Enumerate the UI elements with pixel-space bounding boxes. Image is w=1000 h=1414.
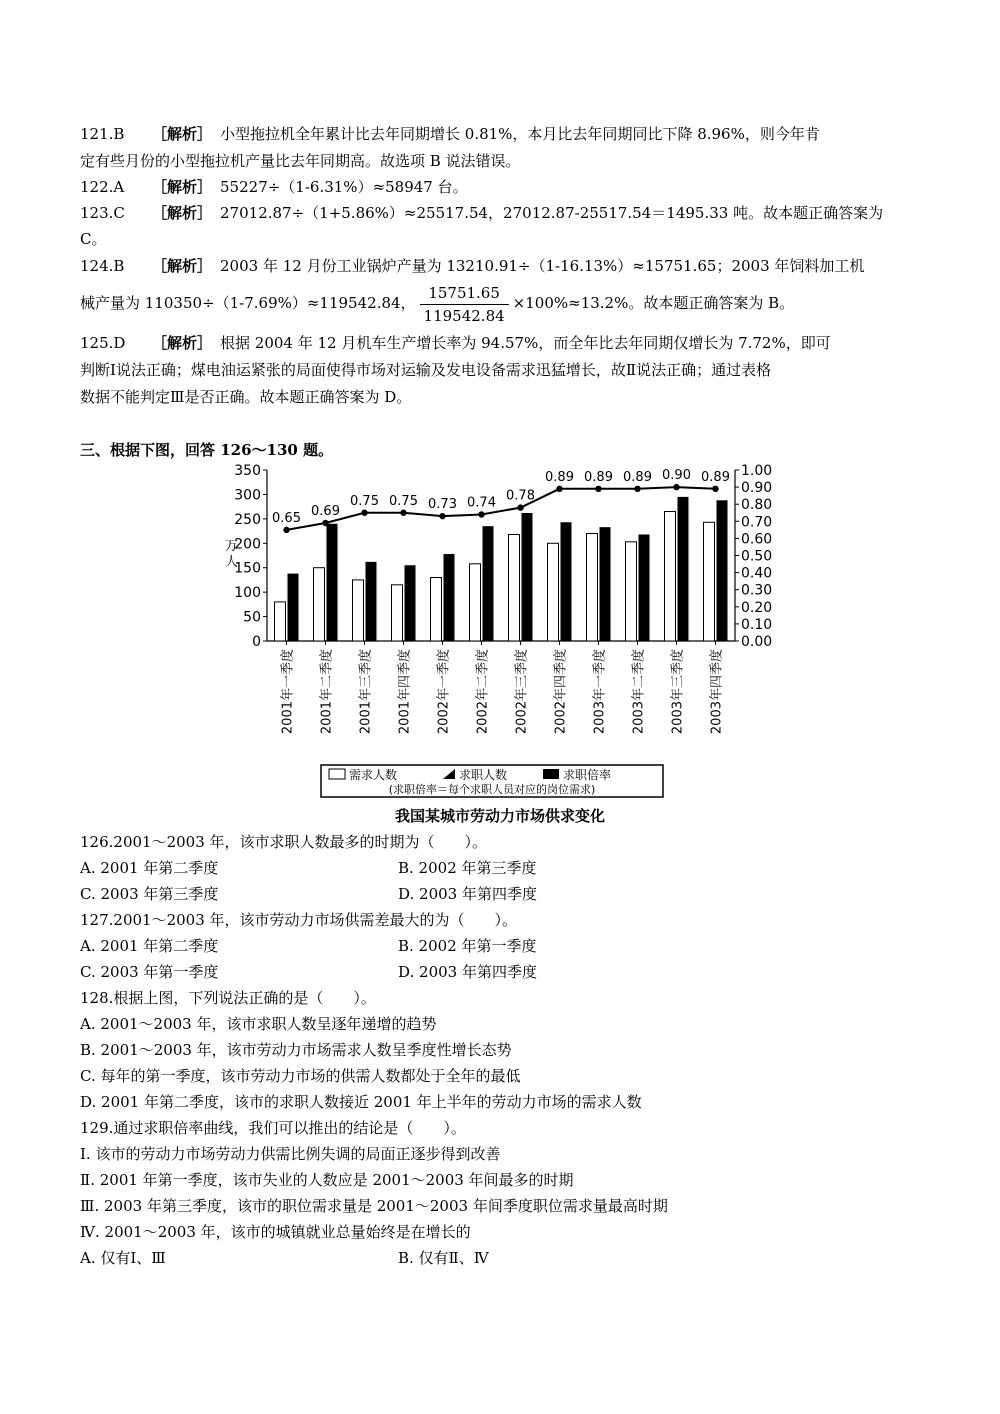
demand-bar: [548, 543, 559, 641]
answer-121-line2: 定有些月份的小型拖拉机产量比去年同期高。故选项 B 说法错误。: [80, 152, 521, 170]
x-tick-label: 2001年四季度: [397, 649, 413, 735]
y2-tick-label: 0.70: [741, 514, 773, 531]
legend-seeker-swatch: [543, 769, 559, 779]
axes-group: [225, 463, 772, 650]
section-title: 三、根据下图，回答 126～130 题。: [80, 441, 334, 459]
analysis-tag: ［解析］: [152, 178, 213, 196]
option-c: C. 每年的第一季度，该市劳动力市场的供需人数都处于全年的最低: [80, 1067, 521, 1085]
y2-tick-label: 0.90: [741, 480, 773, 497]
fraction: [420, 282, 509, 327]
ratio-data-label: 0.75: [389, 493, 418, 509]
answer-122-line1: [80, 177, 468, 197]
chart-caption: 我国某城市劳动力市场供求变化: [394, 807, 605, 825]
x-tick-label: 2003年四季度: [709, 649, 725, 735]
ratio-point: [712, 486, 718, 492]
ratio-point: [517, 504, 523, 510]
ratio-point: [478, 511, 484, 517]
y-tick-label: 150: [234, 560, 261, 577]
answer-number: 122.A: [80, 178, 125, 196]
y2-tick-label: 0.10: [741, 616, 773, 633]
question-126-stem: 126.2001～2003 年，该市求职人数最多的时期为（ ）。: [80, 833, 488, 851]
demand-bar: [626, 542, 637, 641]
y2-tick-label: 0.00: [741, 634, 773, 650]
ratio-data-label: 0.89: [545, 469, 574, 485]
option-c: C. 2003 年第一季度: [80, 963, 219, 981]
question-127-row2: [80, 962, 537, 982]
demand-bar: [665, 512, 676, 641]
question-129-row1: [80, 1248, 489, 1268]
y-tick-label: 300: [234, 487, 261, 504]
ratio-point: [283, 527, 289, 533]
y-axis-label: 人: [225, 555, 239, 570]
analysis-tag: ［解析］: [152, 334, 213, 352]
x-tick-label: 2001年三季度: [358, 649, 374, 735]
ratio-point: [439, 513, 445, 519]
seeker-bar: [444, 554, 455, 641]
y-axis-label: 万: [225, 539, 239, 554]
seeker-bar: [405, 565, 416, 641]
answer-text: 2003 年 12 月份工业锅炉产量为 13210.91÷（1-16.13%）≈15751.65；2003 年饲料加工机: [220, 257, 865, 275]
ratio-point: [634, 486, 640, 492]
x-tick-label: 2002年二季度: [475, 649, 491, 735]
question-126-row2: [80, 884, 537, 904]
y2-tick-label: 0.30: [741, 582, 773, 599]
demand-bar: [587, 534, 598, 641]
ratio-data-label: 0.74: [467, 495, 496, 511]
seeker-bar: [678, 497, 689, 641]
ratio-data-label: 0.75: [350, 493, 379, 509]
seeker-bar: [600, 527, 611, 641]
seeker-bar: [483, 526, 494, 641]
answer-text: 械产量为 110350÷（1-7.69%）≈119542.84，: [80, 294, 416, 312]
answer-text: 小型拖拉机全年累计比去年同期增长 0.81%，本月比去年同期同比下降 8.96%，则今年肯: [220, 125, 820, 143]
answer-number: 124.B: [80, 257, 125, 275]
answer-124-line2: [80, 280, 794, 327]
demand-bar: [704, 522, 715, 641]
seeker-bar: [561, 522, 572, 641]
demand-bar: [431, 577, 442, 641]
ratio-data-label: 0.69: [311, 504, 340, 520]
demand-bar: [353, 580, 364, 641]
y-tick-label: 250: [234, 511, 261, 528]
statement-iii: Ⅲ. 2003 年第三季度，该市的职位需求量是 2001～2003 年间季度职位需求量最高时期: [80, 1197, 668, 1215]
ratio-point: [322, 520, 328, 526]
fraction-numerator: 15751.65: [420, 282, 509, 305]
option-b: B. 2002 年第一季度: [398, 937, 537, 955]
statement-iv: Ⅳ. 2001～2003 年，该市的城镇就业总量始终是在增长的: [80, 1223, 471, 1241]
legend-demand-label: 需求人数: [349, 768, 398, 782]
demand-bar: [392, 585, 403, 641]
seeker-bar: [639, 534, 650, 641]
option-c: C. 2003 年第三季度: [80, 885, 219, 903]
statement-ii: Ⅱ. 2001 年第一季度，该市失业的人数应是 2001～2003 年间最多的时期: [80, 1171, 574, 1189]
option-d: D. 2003 年第四季度: [398, 963, 537, 981]
question-127-stem: 127.2001～2003 年，该市劳动力市场供需差最大的为（ ）。: [80, 911, 518, 929]
answer-text: 27012.87÷（1+5.86%）≈25517.54，27012.87-25517.54＝1495.33 吨。故本题正确答案为: [220, 204, 884, 222]
x-tick-label: 2001年二季度: [319, 649, 335, 735]
ratio-data-label: 0.90: [662, 468, 691, 484]
ratio-data-label: 0.78: [506, 488, 535, 504]
y-tick-label: 0: [252, 634, 261, 650]
y2-tick-label: 0.40: [741, 565, 773, 582]
answer-number: 123.C: [80, 204, 125, 222]
legend-demand-swatch: [329, 769, 345, 779]
ratio-line-group: [283, 484, 718, 533]
y-tick-label: 200: [234, 536, 261, 553]
option-d: D. 2001 年第二季度，该市的求职人数接近 2001 年上半年的劳动力市场的需求人数: [80, 1093, 642, 1111]
answer-123-line2: C。: [80, 230, 107, 248]
y-tick-label: 50: [243, 609, 261, 626]
answer-124-line1: [80, 256, 864, 276]
seeker-bar: [717, 500, 728, 641]
answer-text: ×100%≈13.2%。故本题正确答案为 B。: [512, 294, 795, 312]
option-b: B. 仅有Ⅱ、Ⅳ: [398, 1249, 489, 1267]
seeker-bar: [327, 524, 338, 641]
y-tick-label: 100: [234, 585, 261, 602]
seeker-bar: [366, 562, 377, 641]
y-tick-label: 350: [234, 463, 261, 479]
demand-bar: [470, 564, 481, 641]
ratio-data-label: 0.89: [584, 469, 613, 485]
analysis-tag: ［解析］: [152, 204, 213, 222]
ratio-point: [595, 486, 601, 492]
ratio-data-label: 0.65: [272, 510, 301, 526]
legend-ratio-label: 求职倍率: [563, 768, 612, 782]
option-b: B. 2001～2003 年，该市劳动力市场需求人数呈季度性增长态势: [80, 1041, 512, 1059]
option-a: A. 2001～2003 年，该市求职人数呈逐年递增的趋势: [80, 1015, 437, 1033]
option-a: A. 仅有Ⅰ、Ⅲ: [80, 1249, 166, 1267]
x-tick-label: 2003年三季度: [670, 649, 686, 735]
answer-125-line1: [80, 333, 831, 353]
answer-125-line3: 数据不能判定Ⅲ是否正确。故本题正确答案为 D。: [80, 388, 412, 406]
answer-number: 121.B: [80, 125, 125, 143]
x-tick-label: 2003年一季度: [592, 649, 608, 735]
question-127-row1: [80, 936, 537, 956]
legend-note: (求职倍率＝每个求职人员对应的岗位需求): [388, 783, 596, 796]
y2-tick-label: 0.20: [741, 599, 773, 616]
question-126-row1: [80, 858, 537, 878]
answer-number: 125.D: [80, 334, 126, 352]
option-d: D. 2003 年第四季度: [398, 885, 537, 903]
demand-bar: [275, 602, 286, 641]
seeker-bar: [522, 513, 533, 641]
legend-group: [321, 765, 663, 797]
ratio-data-label: 0.89: [701, 469, 730, 485]
y2-tick-label: 1.00: [741, 463, 773, 479]
x-tick-label: 2002年三季度: [514, 649, 530, 735]
x-tick-label: 2003年二季度: [631, 649, 647, 735]
seeker-bar: [288, 574, 299, 641]
y2-tick-label: 0.60: [741, 531, 773, 548]
ratio-point: [400, 510, 406, 516]
legend-seeker-label: 求职人数: [459, 768, 508, 782]
demand-bar: [509, 534, 520, 641]
analysis-tag: ［解析］: [152, 125, 213, 143]
ratio-point: [361, 510, 367, 516]
labels-group: [272, 468, 730, 734]
ratio-data-label: 0.73: [428, 497, 457, 513]
answer-text: 55227÷（1-6.31%）≈58947 台。: [220, 178, 468, 196]
ratio-point: [556, 486, 562, 492]
ratio-point: [673, 484, 679, 490]
labor-market-chart: [225, 458, 785, 803]
fraction-denominator: 119542.84: [423, 306, 505, 325]
y2-tick-label: 0.80: [741, 497, 773, 514]
answer-121-line1: [80, 124, 820, 144]
statement-i: Ⅰ. 该市的劳动力市场劳动力供需比例失调的局面正逐步得到改善: [80, 1145, 501, 1163]
answer-125-line2: 判断Ⅰ说法正确；煤电油运紧张的局面使得市场对运输及发电设备需求迅猛增长，故Ⅱ说法正确；通过表格: [80, 361, 772, 379]
x-tick-label: 2002年一季度: [436, 649, 452, 735]
x-tick-label: 2001年一季度: [280, 649, 296, 735]
answer-text: 根据 2004 年 12 月机车生产增长率为 94.57%，而全年比去年同期仅增长为 7.72%，即可: [220, 334, 831, 352]
option-b: B. 2002 年第三季度: [398, 859, 537, 877]
demand-bar: [314, 568, 325, 641]
answer-123-line1: [80, 203, 883, 223]
analysis-tag: ［解析］: [152, 257, 213, 275]
ratio-data-label: 0.89: [623, 469, 652, 485]
x-tick-label: 2002年四季度: [553, 649, 569, 735]
question-129-stem: 129.通过求职倍率曲线，我们可以推出的结论是（ ）。: [80, 1119, 466, 1137]
y2-tick-label: 0.50: [741, 548, 773, 565]
question-128-stem: 128.根据上图，下列说法正确的是（ ）。: [80, 989, 376, 1007]
option-a: A. 2001 年第二季度: [80, 859, 219, 877]
option-a: A. 2001 年第二季度: [80, 937, 219, 955]
